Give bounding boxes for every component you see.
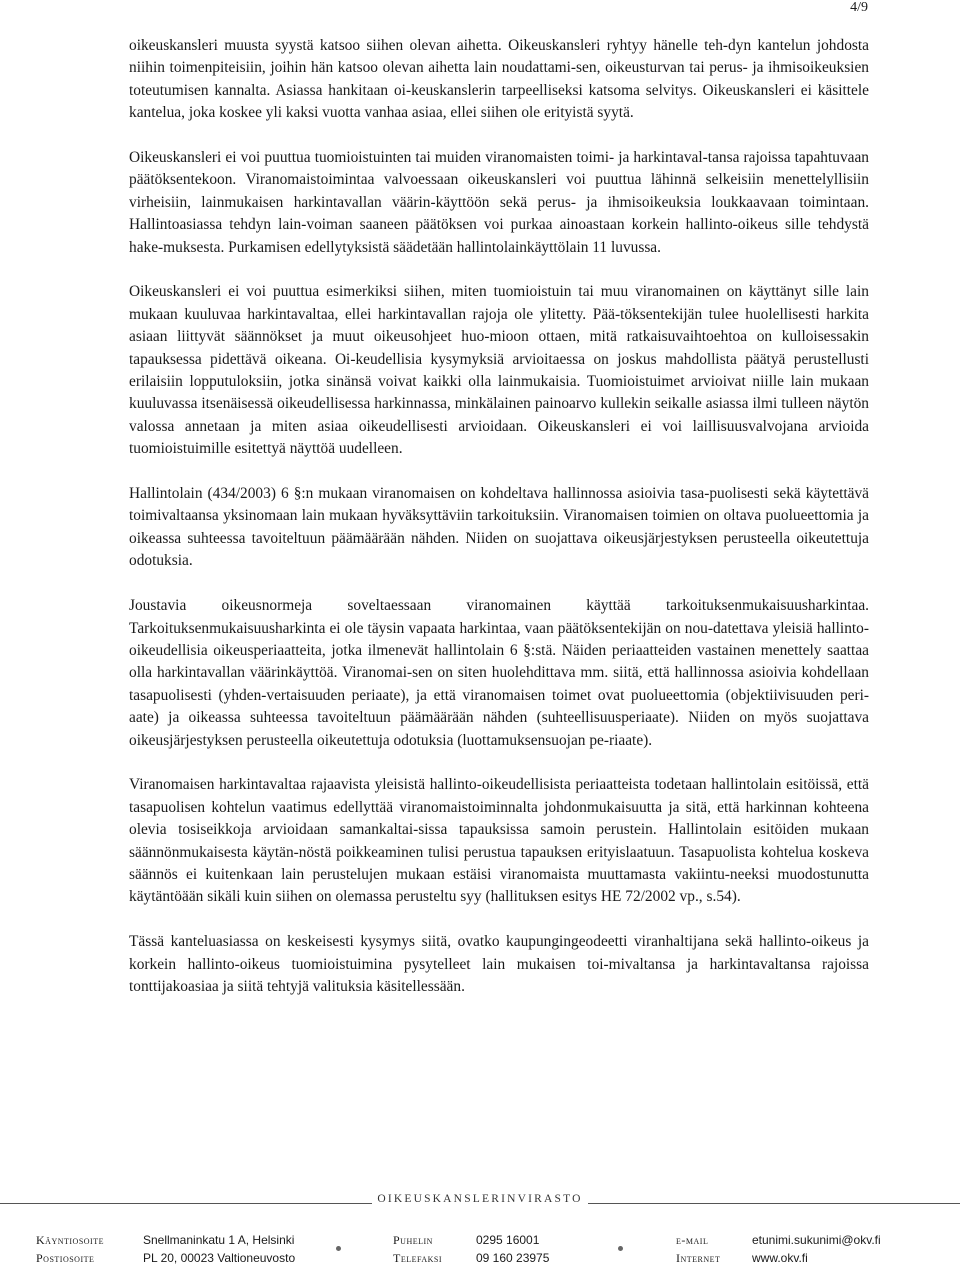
paragraph-4: Hallintolain (434/2003) 6 §:n mukaan viranomaisen on kohdeltava hallinnossa asioivia tasa-puolisesti sekä käytettävä toimivaltaansa yksinomaan lain mukaan hyväksyttäviin tarkoituksiin. Viranomaisen toimien on oltava puolueettomia ja oikeassa suhteessa tavoiteltuun päämäärään nähden. Niiden on suojattava oikeusjärjestyksen perusteella oikeutettuja odotuksia. <box>129 485 869 570</box>
postal-address-label: Postiosoite <box>36 1251 95 1265</box>
paragraph-1: oikeuskansleri muusta syystä katsoo siihen olevan aihetta. Oikeuskansleri ryhtyy hänelle teh-dyn kantelun johdosta niihin toimenpiteisiin, joihin hän katsoo olevan aihetta lain noudattami-sen, oikeusturvan tai perus- ja ihmisoikeuksien toteutumisen kannalta. Asiassa hankitaan oi-keuskanslerin tarpeelliseksi katsoma selvitys. Oikeuskansleri ei käsittele kantelua, joka koskee yli kaksi vuotta vanhaa asiaa, ellei siihen ole erityistä syytä. <box>129 37 869 122</box>
document-body <box>129 35 869 1021</box>
footer-separator-dot-right <box>618 1246 623 1251</box>
paragraph-7: Tässä kanteluasiassa on keskeisesti kysymys siitä, ovatko kaupungingeodeetti viranhaltijana sekä hallinto-oikeus ja korkein hallinto-oikeus tuomioistuimina pysytelleet lain mukaisen toi-mivaltansa ja harkintavaltansa rajoissa tonttijakoasiaa ja siitä tehtyjä valituksia käsitellessään. <box>129 933 869 995</box>
phone-label: Puhelin <box>393 1233 433 1247</box>
footer-row-1 <box>0 1233 960 1251</box>
page-number: 4/9 <box>850 0 868 15</box>
website-link[interactable]: www.okv.fi <box>752 1251 808 1265</box>
fax-label: Telefaksi <box>393 1251 443 1265</box>
visiting-address: Snellmaninkatu 1 A, Helsinki <box>143 1233 295 1247</box>
postal-address: PL 20, 00023 Valtioneuvosto <box>143 1251 296 1265</box>
paragraph-2: Oikeuskansleri ei voi puuttua tuomioistuinten tai muiden viranomaisten toimi- ja harkintaval-tansa rajoissa tapahtuvaan päätöksentekoon. Viranomaistoimintaa valvoessaan oikeuskansleri voi puuttua lähinnä selkeisiin menettelyllisiin virheisiin, lainmukaisen harkintavallan väärin-käyttöön sekä perus- ja ihmisoikeuksia loukkaavaan toimintaan. Hallintoasiassa tehdyn lain-voiman saaneen päätöksen voi purkaa ainoastaan korkein hallinto-oikeus sille tehdystä hake-muksesta. Purkamisen edellytyksistä säädetään hallintolainkäyttölain 11 luvussa. <box>129 149 869 256</box>
footer-separator-dot-left <box>336 1246 341 1251</box>
footer-row-2 <box>0 1251 960 1269</box>
email-address[interactable]: etunimi.sukunimi@okv.fi <box>752 1233 881 1247</box>
paragraph-3: Oikeuskansleri ei voi puuttua esimerkiksi siihen, miten tuomioistuin tai muu viranomainen on käyttänyt sille lain mukaan kuuluvaa harkintavaltaa, ellei harkintavallan rajoja ole ylitetty. Pää-töksentekijän tulee huolellisesti harkita asiaan liittyvät säännökset ja muut oikeusohjeet huo-mioon ottaen, mitä ratkaisuvaihtoehtoa on kulloisessakin tapauksessa pidettävä oikeana. Oi-keudellisia kysymyksiä arvioitaessa on joskus mahdollista päätyä perustellusti erilaisiin lopputuloksiin, jotka sinänsä voivat kaikki olla lainmukaisia. Tuomioistuimet arvioivat niille lain mukaan kuuluvassa itsenäisessä oikeudellisessa harkinnassa, minkälainen painoarvo kullekin seikalle asiassa ilmi tulleen näytön valossa annetaan ja miten asiaa oikeudellisesti arvioidaan. Oikeuskansleri ei voi laillisuusvalvojana arvioida tuomioistuimille esitettyä näyttöä uudelleen. <box>129 283 869 458</box>
phone-number: 0295 16001 <box>476 1233 540 1247</box>
office-name: OIKEUSKANSLERINVIRASTO <box>377 1193 583 1205</box>
footer-divider-left <box>0 1203 372 1204</box>
paragraph-5: Joustavia oikeusnormeja soveltaessaan viranomainen käyttää tarkoituksenmukaisuusharkintaa. Tarkoituksenmukaisuusharkinta ei ole täysin vapaata harkintaa, vaan päätöksentekijän on nou-datettava yleisiä hallinto-oikeudellisia oikeusperiaatteita, jotka ilmenevät hallintolain 6 §:stä. Näiden periaatteiden vastainen menettely saattaa olla harkintavallan väärinkäyttöä. Viranomai-sen on siten huolehdittava mm. siitä, että hallinnossa asioivia kohdellaan tasapuolisesti (yhden-vertaisuuden periaate), ja että viranomaisen toimet ovat puolueettomia (objektiivisuuden peri-aate) ja oikeassa suhteessa tavoiteltuun päämäärään nähden (suhteellisuusperiaate). Niiden on myös suojattava oikeusjärjestyksen perusteella oikeutettuja odotuksia (luottamuksensuojan pe-riaate). <box>129 597 869 749</box>
email-label: e-mail <box>676 1233 709 1247</box>
internet-label: Internet <box>676 1251 721 1265</box>
footer-divider-right <box>588 1203 960 1204</box>
visiting-address-label: Käyntiosoite <box>36 1233 104 1247</box>
paragraph-6: Viranomaisen harkintavaltaa rajaavista yleisistä hallinto-oikeudellisista periaatteista todetaan hallintolain esitöissä, että tasapuolisen kohtelun vaatimus edellyttää viranomaistoiminnalta johdonmukaisuutta ja sitä, että harkinnan kohteena olevia tosiseikkoja arvioidaan samankaltai-sissa tapauksissa samoin perustein. Hallintolain esitöiden mukaan säännönmukaisesta käytän-nöstä poikkeaminen tulisi perustua tapauksen erityislaatuun. Tasapuolista kohtelua koskeva säännös ei kuitenkaan lain perustelujen mukaan estäisi viranomaista muuttamasta vakiintu-neeksi muodostunutta käytäntöään sikäli kuin siihen on olemassa perusteltu syy (hallituksen esitys HE 72/2002 vp., s.54). <box>129 776 869 906</box>
fax-number: 09 160 23975 <box>476 1251 550 1265</box>
